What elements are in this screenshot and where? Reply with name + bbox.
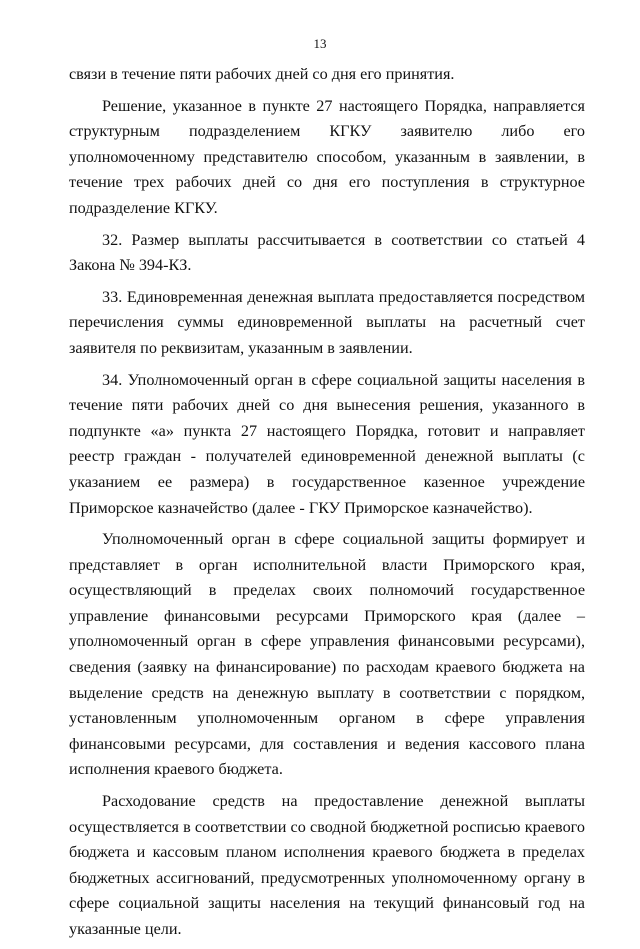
paragraph-33-payment-method: 33. Единовременная денежная выплата предоставляется посредством перечисления суммы единовременной выплаты на расчетный счет заявителя по реквизитам, указанным в заявлении. xyxy=(69,287,585,357)
paragraph-34-recipient-register: 34. Уполномоченный орган в сфере социальной защиты населения в течение пяти рабочих дней со дня вынесения решения, указанного в подпункте «а» пункта 27 настоящего Порядка, готовит и направляет реестр граждан - получателей единовременной денежной выплаты (с указанием ее размера) в государственное казенное учреждение Приморское казначейство (далее - ГКУ Приморское казначейство). xyxy=(69,370,585,517)
page-number: 13 xyxy=(313,36,327,51)
paragraph-32-payment-amount: 32. Размер выплаты рассчитывается в соответствии со статьей 4 Закона № 394-КЗ. xyxy=(69,230,585,275)
document-body xyxy=(69,62,585,949)
paragraph-budget-spending: Расходование средств на предоставление денежной выплаты осуществляется в соответствии со сводной бюджетной росписью краевого бюджета и кассовым планом исполнения краевого бюджета в пределах бюджетных ассигнований, предусмотренных уполномоченному органу в сфере социальной защиты населения на текущий финансовый год на указанные цели. xyxy=(69,792,585,938)
paragraph-funding-request: Уполномоченный орган в сфере социальной защиты формирует и представляет в орган исполнительной власти Приморского края, осуществляющий в пределах своих полномочий государственное управление финансовыми ресурсами Приморского края (далее – уполномоченный орган в сфере управления финансовыми ресурсами), сведения (заявку на финансирование) по расходам краевого бюджета на выделение средств на денежную выплату в соответствии с порядком, установленным уполномоченным органом в сфере управления финансовыми ресурсами, для составления и ведения кассового плана исполнения краевого бюджета. xyxy=(69,530,585,779)
paragraph-continuation: связи в течение пяти рабочих дней со дня его принятия. xyxy=(69,65,455,83)
paragraph-decision-delivery: Решение, указанное в пункте 27 настоящего Порядка, направляется структурным подразделением КГКУ заявителю либо его уполномоченному представителю способом, указанным в заявлении, в течение трех рабочих дней со дня его поступления в структурное подразделение КГКУ. xyxy=(69,96,585,217)
